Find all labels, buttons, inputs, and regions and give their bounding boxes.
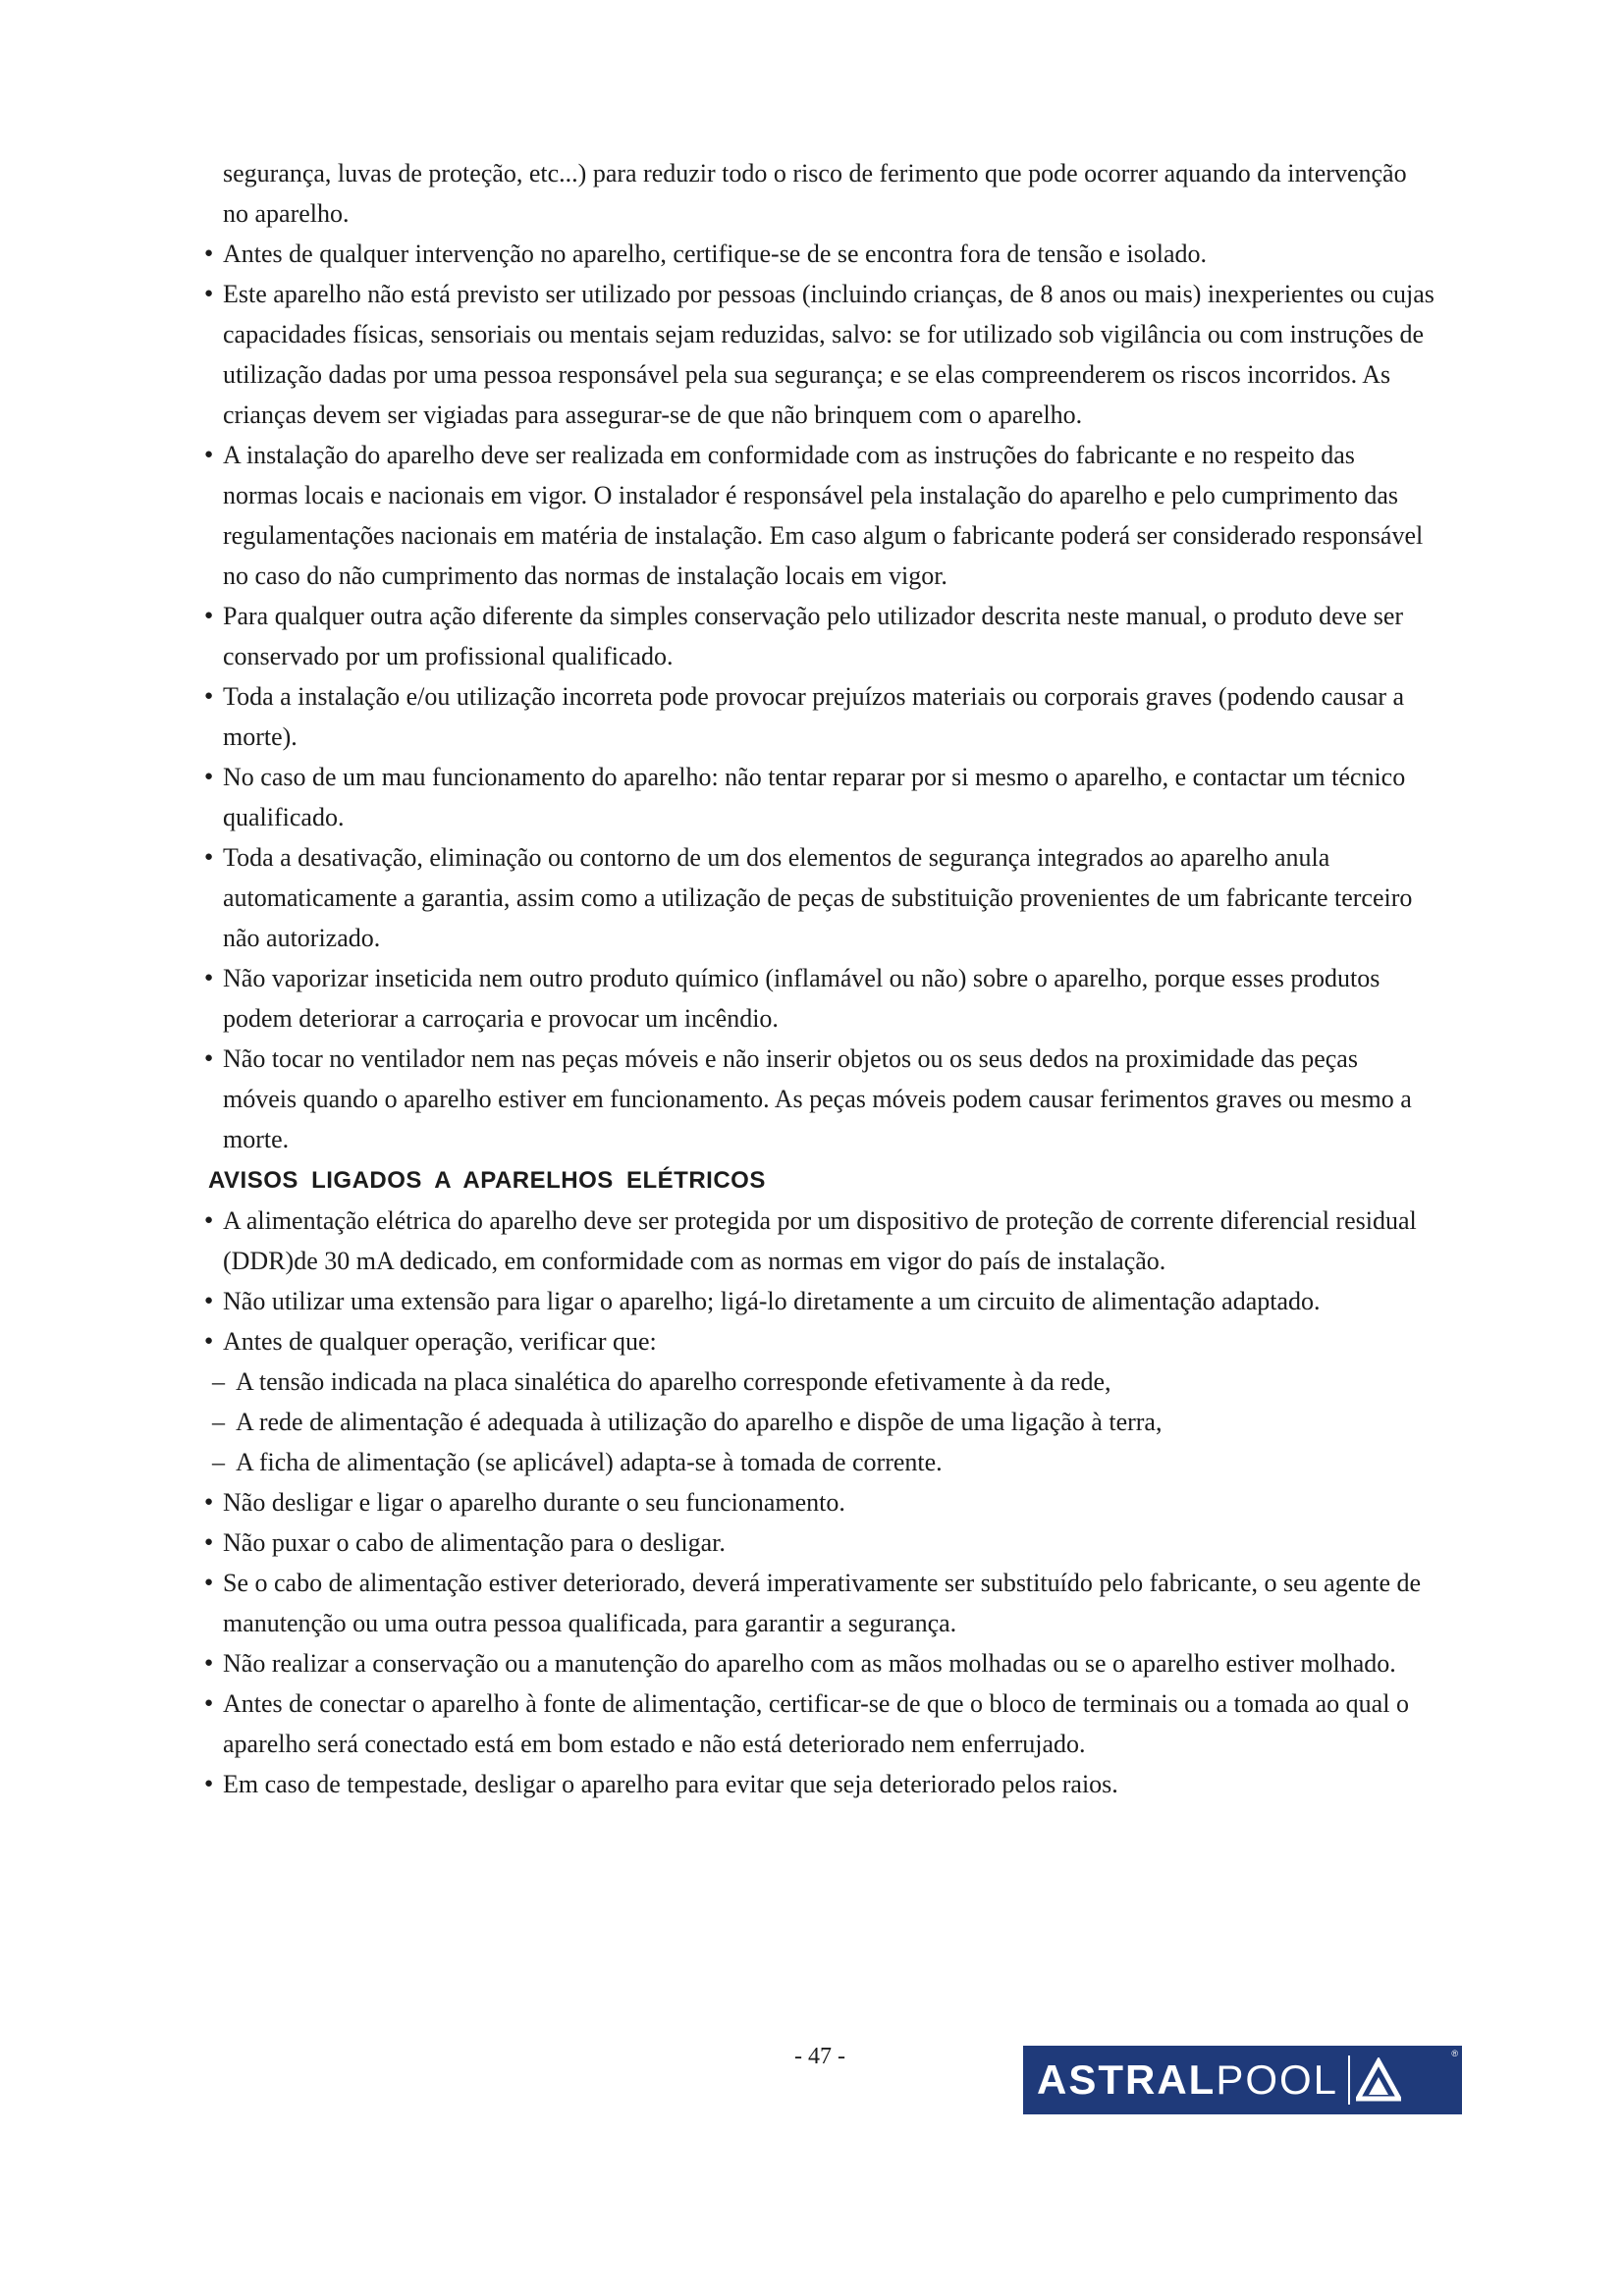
logo-word-pool: POOL [1216, 2056, 1339, 2103]
dash-item: – A rede de alimentação é adequada à utilização do aparelho e dispõe de uma ligação à terra, [208, 1402, 1435, 1442]
bullet-item: ● Não vaporizar inseticida nem outro produto químico (inflamável ou não) sobre o aparelho, porque esses produtos podem deteriorar a carroçaria e provocar um incêndio. [208, 958, 1435, 1039]
bullet-item: ● Em caso de tempestade, desligar o aparelho para evitar que seja deteriorado pelos raios. [208, 1764, 1435, 1804]
bullet-item: ● Este aparelho não está previsto ser utilizado por pessoas (incluindo crianças, de 8 anos ou mais) inexperientes ou cujas capacidades físicas, sensoriais ou mentais sejam reduzidas, salvo: se for utilizado sob vigilância ou com instruções de utilização dadas por uma pessoa responsável pela sua segurança; e se elas compreenderem os riscos incorridos. As crianças devem ser vigiadas para assegurar-se de que não brinquem com o aparelho. [208, 274, 1435, 435]
bullet-item: ● Não utilizar uma extensão para ligar o aparelho; ligá-lo diretamente a um circuito de alimentação adaptado. [208, 1281, 1435, 1321]
bullet-item: ● A alimentação elétrica do aparelho deve ser protegida por um dispositivo de proteção de corrente diferencial residual (DDR)de 30 mA dedicado, em conformidade com as normas em vigor do país de instalação. [208, 1201, 1435, 1281]
dash-item: – A tensão indicada na placa sinalética do aparelho corresponde efetivamente à da rede, [208, 1362, 1435, 1402]
bullet-item: ● Antes de qualquer operação, verificar que: [208, 1321, 1435, 1362]
registered-mark: ® [1451, 2049, 1458, 2058]
safety-warnings-list [208, 153, 1435, 1159]
page-content [208, 153, 1435, 1804]
page-number: - 47 - [794, 2044, 845, 2069]
bullet-item: ● Não realizar a conservação ou a manutenção do aparelho com as mãos molhadas ou se o aparelho estiver molhado. [208, 1643, 1435, 1683]
logo-separator [1348, 2056, 1350, 2105]
bullet-item: ● No caso de um mau funcionamento do aparelho: não tentar reparar por si mesmo o aparelho, e contactar um técnico qualificado. [208, 757, 1435, 837]
logo-wordmark [1037, 2056, 1338, 2104]
bullet-item: ● Não puxar o cabo de alimentação para o desligar. [208, 1522, 1435, 1563]
astralpool-emblem-icon [1356, 2057, 1401, 2103]
bullet-item: ● Não desligar e ligar o aparelho durante o seu funcionamento. [208, 1482, 1435, 1522]
paragraph: segurança, luvas de proteção, etc...) para reduzir todo o risco de ferimento que pode ocorrer aquando da intervenção no aparelho. [223, 159, 1407, 228]
bullet-item: ● Não tocar no ventilador nem nas peças móveis e não inserir objetos ou os seus dedos na proximidade das peças móveis quando o aparelho estiver em funcionamento. As peças móveis podem causar ferimentos graves ou mesmo a morte. [208, 1039, 1435, 1159]
astralpool-logo [1023, 2046, 1462, 2114]
electrical-warnings-list [208, 1201, 1435, 1804]
bullet-item: ● Antes de qualquer intervenção no aparelho, certifique-se de se encontra fora de tensão e isolado. [208, 234, 1435, 274]
bullet-item: ● Toda a desativação, eliminação ou contorno de um dos elementos de segurança integrados ao aparelho anula automaticamente a garantia, assim como a utilização de peças de substituição provenientes de um fabricante terceiro não autorizado. [208, 837, 1435, 958]
bullet-item: ● A instalação do aparelho deve ser realizada em conformidade com as instruções do fabricante e no respeito das normas locais e nacionais em vigor. O instalador é responsável pela instalação do aparelho e pelo cumprimento das regulamentações nacionais em matéria de instalação. Em caso algum o fabricante poderá ser considerado responsável no caso do não cumprimento das normas de instalação locais em vigor. [208, 435, 1435, 596]
bullet-item: ● Antes de conectar o aparelho à fonte de alimentação, certificar-se de que o bloco de terminais ou a tomada ao qual o aparelho será conectado está em bom estado e não está deteriorado nem enferrujado. [208, 1683, 1435, 1764]
bullet-item: ● Se o cabo de alimentação estiver deteriorado, deverá imperativamente ser substituído pelo fabricante, o seu agente de manutenção ou uma outra pessoa qualificada, para garantir a segurança. [208, 1563, 1435, 1643]
logo-word-astral: ASTRAL [1037, 2056, 1217, 2103]
section-heading: AVISOS LIGADOS A APARELHOS ELÉTRICOS [208, 1167, 766, 1194]
bullet-item: ● Toda a instalação e/ou utilização incorreta pode provocar prejuízos materiais ou corporais graves (podendo causar a morte). [208, 676, 1435, 757]
dash-item: – A ficha de alimentação (se aplicável) adapta-se à tomada de corrente. [208, 1442, 1435, 1482]
bullet-item: ● Para qualquer outra ação diferente da simples conservação pelo utilizador descrita neste manual, o produto deve ser conservado por um profissional qualificado. [208, 596, 1435, 676]
